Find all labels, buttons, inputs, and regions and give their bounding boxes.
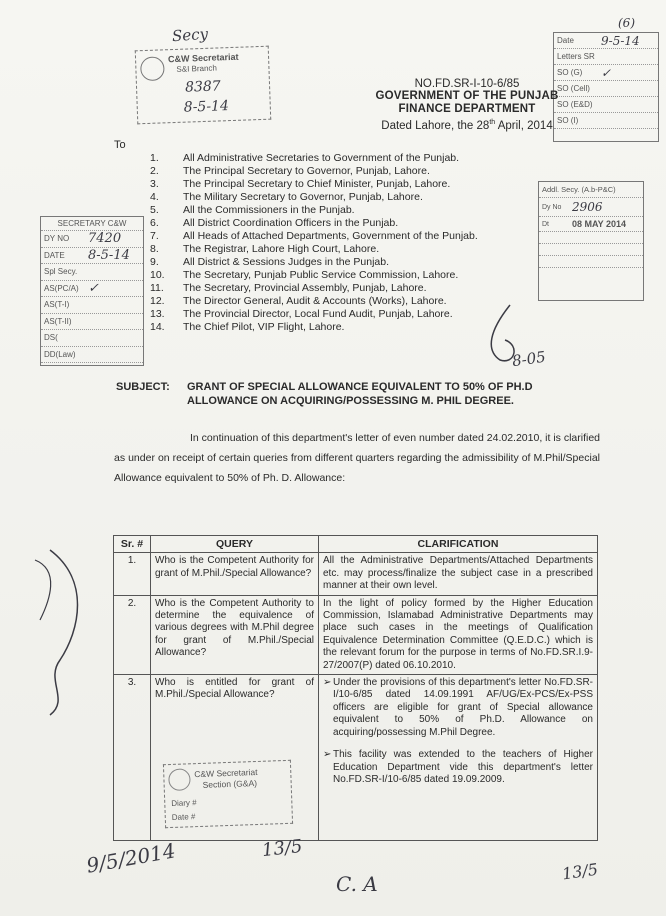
stamp-row: Spl Secy.: [41, 264, 143, 281]
stamp-row: SO (G) ✓: [554, 65, 658, 81]
emblem-icon: [168, 768, 191, 791]
header-clarification: CLARIFICATION: [319, 536, 598, 553]
reference-number: NO.FD.SR-I-10-6/85: [414, 78, 520, 90]
to-label: To: [114, 139, 126, 151]
stamp-bottom: C&W Secretariat Section (G&A) Diary # Date #: [163, 760, 293, 828]
government-name: GOVERNMENT OF THE PUNJAB: [375, 90, 559, 102]
table-row: 3. Who is entitled for grant of M.Phil./Special Allowance? ➢ Under the provisions of this department's letter No.FD.SR-I/10-6/85 dated 14.09.1991 AF/UG/Ex-PCS/Ex-PSS officers are eligible for grant of Special allowance equivalent to 50% of Ph.D. Allowance on acquiring/possessing M.Phil Degree. ➢ This facility was extended to the teachers of Higher Education Department vide this department's letter No.FD.SR-I/10-6/85 dated 19.09.2009.: [114, 675, 598, 841]
stamp-diary-no: 8387: [184, 78, 221, 96]
stamp-row: AS(T-I): [41, 297, 143, 314]
date-line: Dated Lahore, the 28th April, 2014: [381, 119, 553, 132]
stamp-title: C&W Secretariat: [167, 51, 239, 65]
stamp-row: DS(: [41, 330, 143, 347]
recipient-item: 8. The Registrar, Lahore High Court, Lahore.: [150, 243, 380, 255]
handwritten-initials-center: 13/5: [261, 835, 304, 862]
stamp-row: SO (I): [554, 113, 658, 129]
stamp-row: DY NO 7420: [41, 231, 143, 248]
stamp-row: DD(Law): [41, 347, 143, 364]
arrow-bullet-icon: ➢: [323, 677, 332, 689]
stamp-row: Letters SR: [554, 49, 658, 65]
table-row: 2. Who is the Competent Authority to determine the equivalence of various degrees with M.Phil degree for grant of M.Phil./Special Allowance? In the light of policy formed by the Higher Education Commission, Islamabad Administrative Departments may place such cases in the meetings of Qualification Equivalence Determination Committee (Q.E.D.C.) which is the relevant forum for the purpose in terms of No.FD.SR.I.9-27/2007(P) dated 06.10.2010.: [114, 595, 598, 674]
emblem-icon: [140, 56, 165, 81]
recipient-item: 11. The Secretary, Provincial Assembly, Punjab, Lahore.: [150, 282, 427, 294]
handwritten-scribble: [470, 300, 540, 370]
handwritten-date-bottom: 9/5/2014: [84, 838, 178, 878]
subject-label: SUBJECT:: [116, 381, 170, 393]
stamp-row: AS(T-II): [41, 314, 143, 331]
stamp-row: Date 9-5-14: [554, 33, 658, 49]
handwritten-initial-bottom: C. A: [336, 872, 378, 896]
page-number: (6): [618, 16, 635, 30]
recipient-item: 3. The Principal Secretary to Chief Minister, Punjab, Lahore.: [150, 178, 451, 190]
dy-no: 2906: [572, 200, 603, 214]
handwritten-secy: Secy: [171, 24, 209, 46]
margin-scribble: [20, 540, 100, 720]
table-row: 1. Who is the Competent Authority for grant of M.Phil./Special Allowance? All the Administrative Departments/Attached Departments etc. may process/finalize the subject case in a prescribed manner at their own level.: [114, 553, 598, 595]
recipient-item: 7. All Heads of Attached Departments, Government of the Punjab.: [150, 230, 478, 242]
stamp-subtitle: S&I Branch: [176, 63, 218, 74]
stamp-date: 8-5-14: [183, 98, 230, 116]
stamp-left-title: SECRETARY C&W: [41, 217, 143, 231]
arrow-bullet-icon: ➢: [323, 749, 332, 761]
recipient-item: 6. All District Coordination Officers in the Punjab.: [150, 217, 399, 229]
recipient-item: 9. All District & Sessions Judges in the Punjab.: [150, 256, 390, 268]
recipient-item: 10. The Secretary, Punjab Public Service Commission, Lahore.: [150, 269, 459, 281]
stamp-row: SO (Cell): [554, 81, 658, 97]
recipient-item: 4. The Military Secretary to Governor, Punjab, Lahore.: [150, 191, 423, 203]
stamp-right-mid: Addl. Secy. (A.b-P&C) Dy No 2906 Dt 08 MAY 2014: [538, 181, 644, 301]
stamp-date-right: 08 MAY 2014: [572, 219, 627, 229]
subject-line-1: GRANT OF SPECIAL ALLOWANCE EQUIVALENT TO 50% OF PH.D: [187, 381, 533, 393]
header-sr: Sr. #: [114, 536, 151, 553]
stamp-row: AS(PC/A) ✓: [41, 281, 143, 298]
handwritten-initials-right: 13/5: [560, 859, 600, 884]
stamp-left: [40, 216, 144, 366]
subject-line-2: ALLOWANCE ON ACQUIRING/POSSESSING M. PHIL DEGREE.: [187, 395, 514, 407]
stamp-row: DATE 8-5-14: [41, 248, 143, 265]
recipient-item: 12. The Director General, Audit & Accounts (Works), Lahore.: [150, 295, 447, 307]
recipient-item: 13. The Provincial Director, Local Fund Audit, Punjab, Lahore.: [150, 308, 453, 320]
stamp-row: SO (E&D): [554, 97, 658, 113]
recipient-item: 2. The Principal Secretary to Governor, Punjab, Lahore.: [150, 165, 430, 177]
recipient-item: 5. All the Commissioners in the Punjab.: [150, 204, 355, 216]
recipient-item: 1. All Administrative Secretaries to Government of the Punjab.: [150, 152, 460, 164]
header-query: QUERY: [151, 536, 319, 553]
department-name: FINANCE DEPARTMENT: [398, 103, 536, 115]
handwritten-note-mid: 8-05: [510, 347, 547, 371]
recipient-item: 14. The Chief Pilot, VIP Flight, Lahore.: [150, 321, 345, 333]
body-paragraph: In continuation of this department's letter of even number dated 24.02.2010, it is clarified as under on receipt of certain queries from different quarters regarding the admissibility of M.Phil/Special Allowance equivalent to 50% of Ph. D. Allowance:: [114, 432, 601, 484]
stamp-top-left: [135, 46, 272, 125]
